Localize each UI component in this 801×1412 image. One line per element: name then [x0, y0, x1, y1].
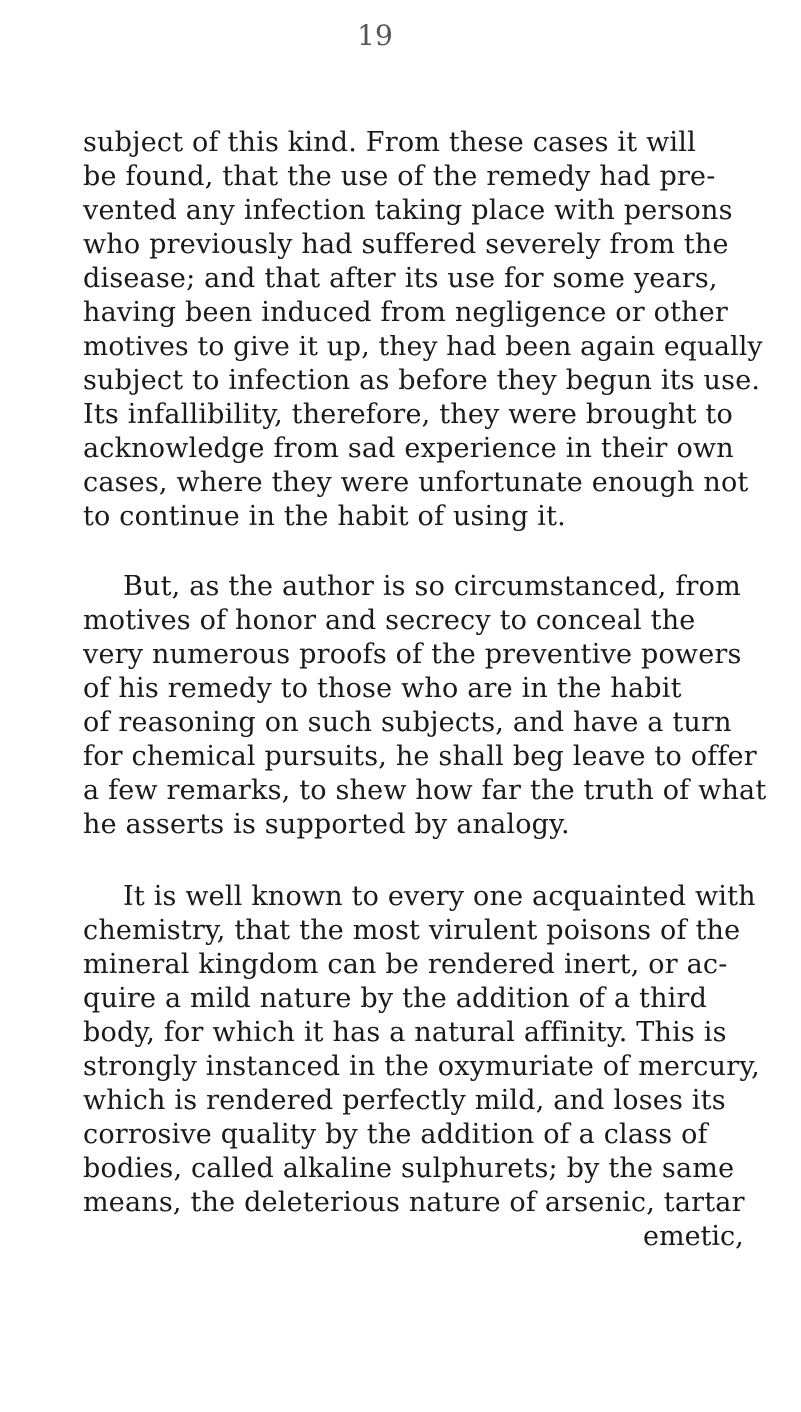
- text-line: of reasoning on such subjects, and have a turn: [83, 707, 732, 738]
- text-line: vented any infection taking place with persons: [83, 195, 733, 226]
- text-line: to continue in the habit of using it.: [83, 501, 566, 532]
- text-line: subject of this kind. From these cases it will: [83, 127, 696, 158]
- text-line: he asserts is supported by analogy.: [83, 809, 570, 840]
- text-line: who previously had suffered severely from the: [83, 229, 729, 260]
- text-line: bodies, called alkaline sulphurets; by the same: [83, 1153, 735, 1184]
- text-line: subject to infection as before they begun its use.: [83, 365, 761, 396]
- text-line: But, as the author is so circumstanced, from: [123, 571, 741, 602]
- text-line: quire a mild nature by the addition of a third: [83, 983, 708, 1014]
- text-line: be found, that the use of the remedy had pre-: [83, 161, 716, 192]
- text-line: which is rendered perfectly mild, and loses its: [83, 1085, 726, 1116]
- text-line: motives to give it up, they had been again equally: [83, 331, 763, 362]
- text-line: mineral kingdom can be rendered inert, or ac-: [83, 949, 728, 980]
- text-line: a few remarks, to shew how far the truth of what: [83, 775, 767, 806]
- text-line: It is well known to every one acquainted with: [123, 881, 756, 912]
- text-line: chemistry, that the most virulent poisons of the: [83, 915, 741, 946]
- text-line: acknowledge from sad experience in their own: [83, 433, 734, 464]
- text-line: strongly instanced in the oxymuriate of mercury,: [83, 1051, 760, 1082]
- text-line: for chemical pursuits, he shall beg leave to offer: [83, 741, 757, 772]
- page-number: 19: [357, 19, 393, 52]
- text-line: Its infallibility, therefore, they were brought to: [83, 399, 733, 430]
- catchword: emetic,: [643, 1221, 744, 1252]
- text-line: corrosive quality by the addition of a class of: [83, 1119, 708, 1150]
- text-line: motives of honor and secrecy to conceal the: [83, 605, 696, 636]
- text-line: of his remedy to those who are in the habit: [83, 673, 682, 704]
- text-line: means, the deleterious nature of arsenic, tartar: [83, 1187, 745, 1218]
- text-line: cases, where they were unfortunate enough not: [83, 467, 749, 498]
- text-line: disease; and that after its use for some years,: [83, 263, 718, 294]
- text-line: having been induced from negligence or other: [83, 297, 729, 328]
- text-line: very numerous proofs of the preventive powers: [83, 639, 742, 670]
- text-line: body, for which it has a natural affinity. This is: [83, 1017, 727, 1048]
